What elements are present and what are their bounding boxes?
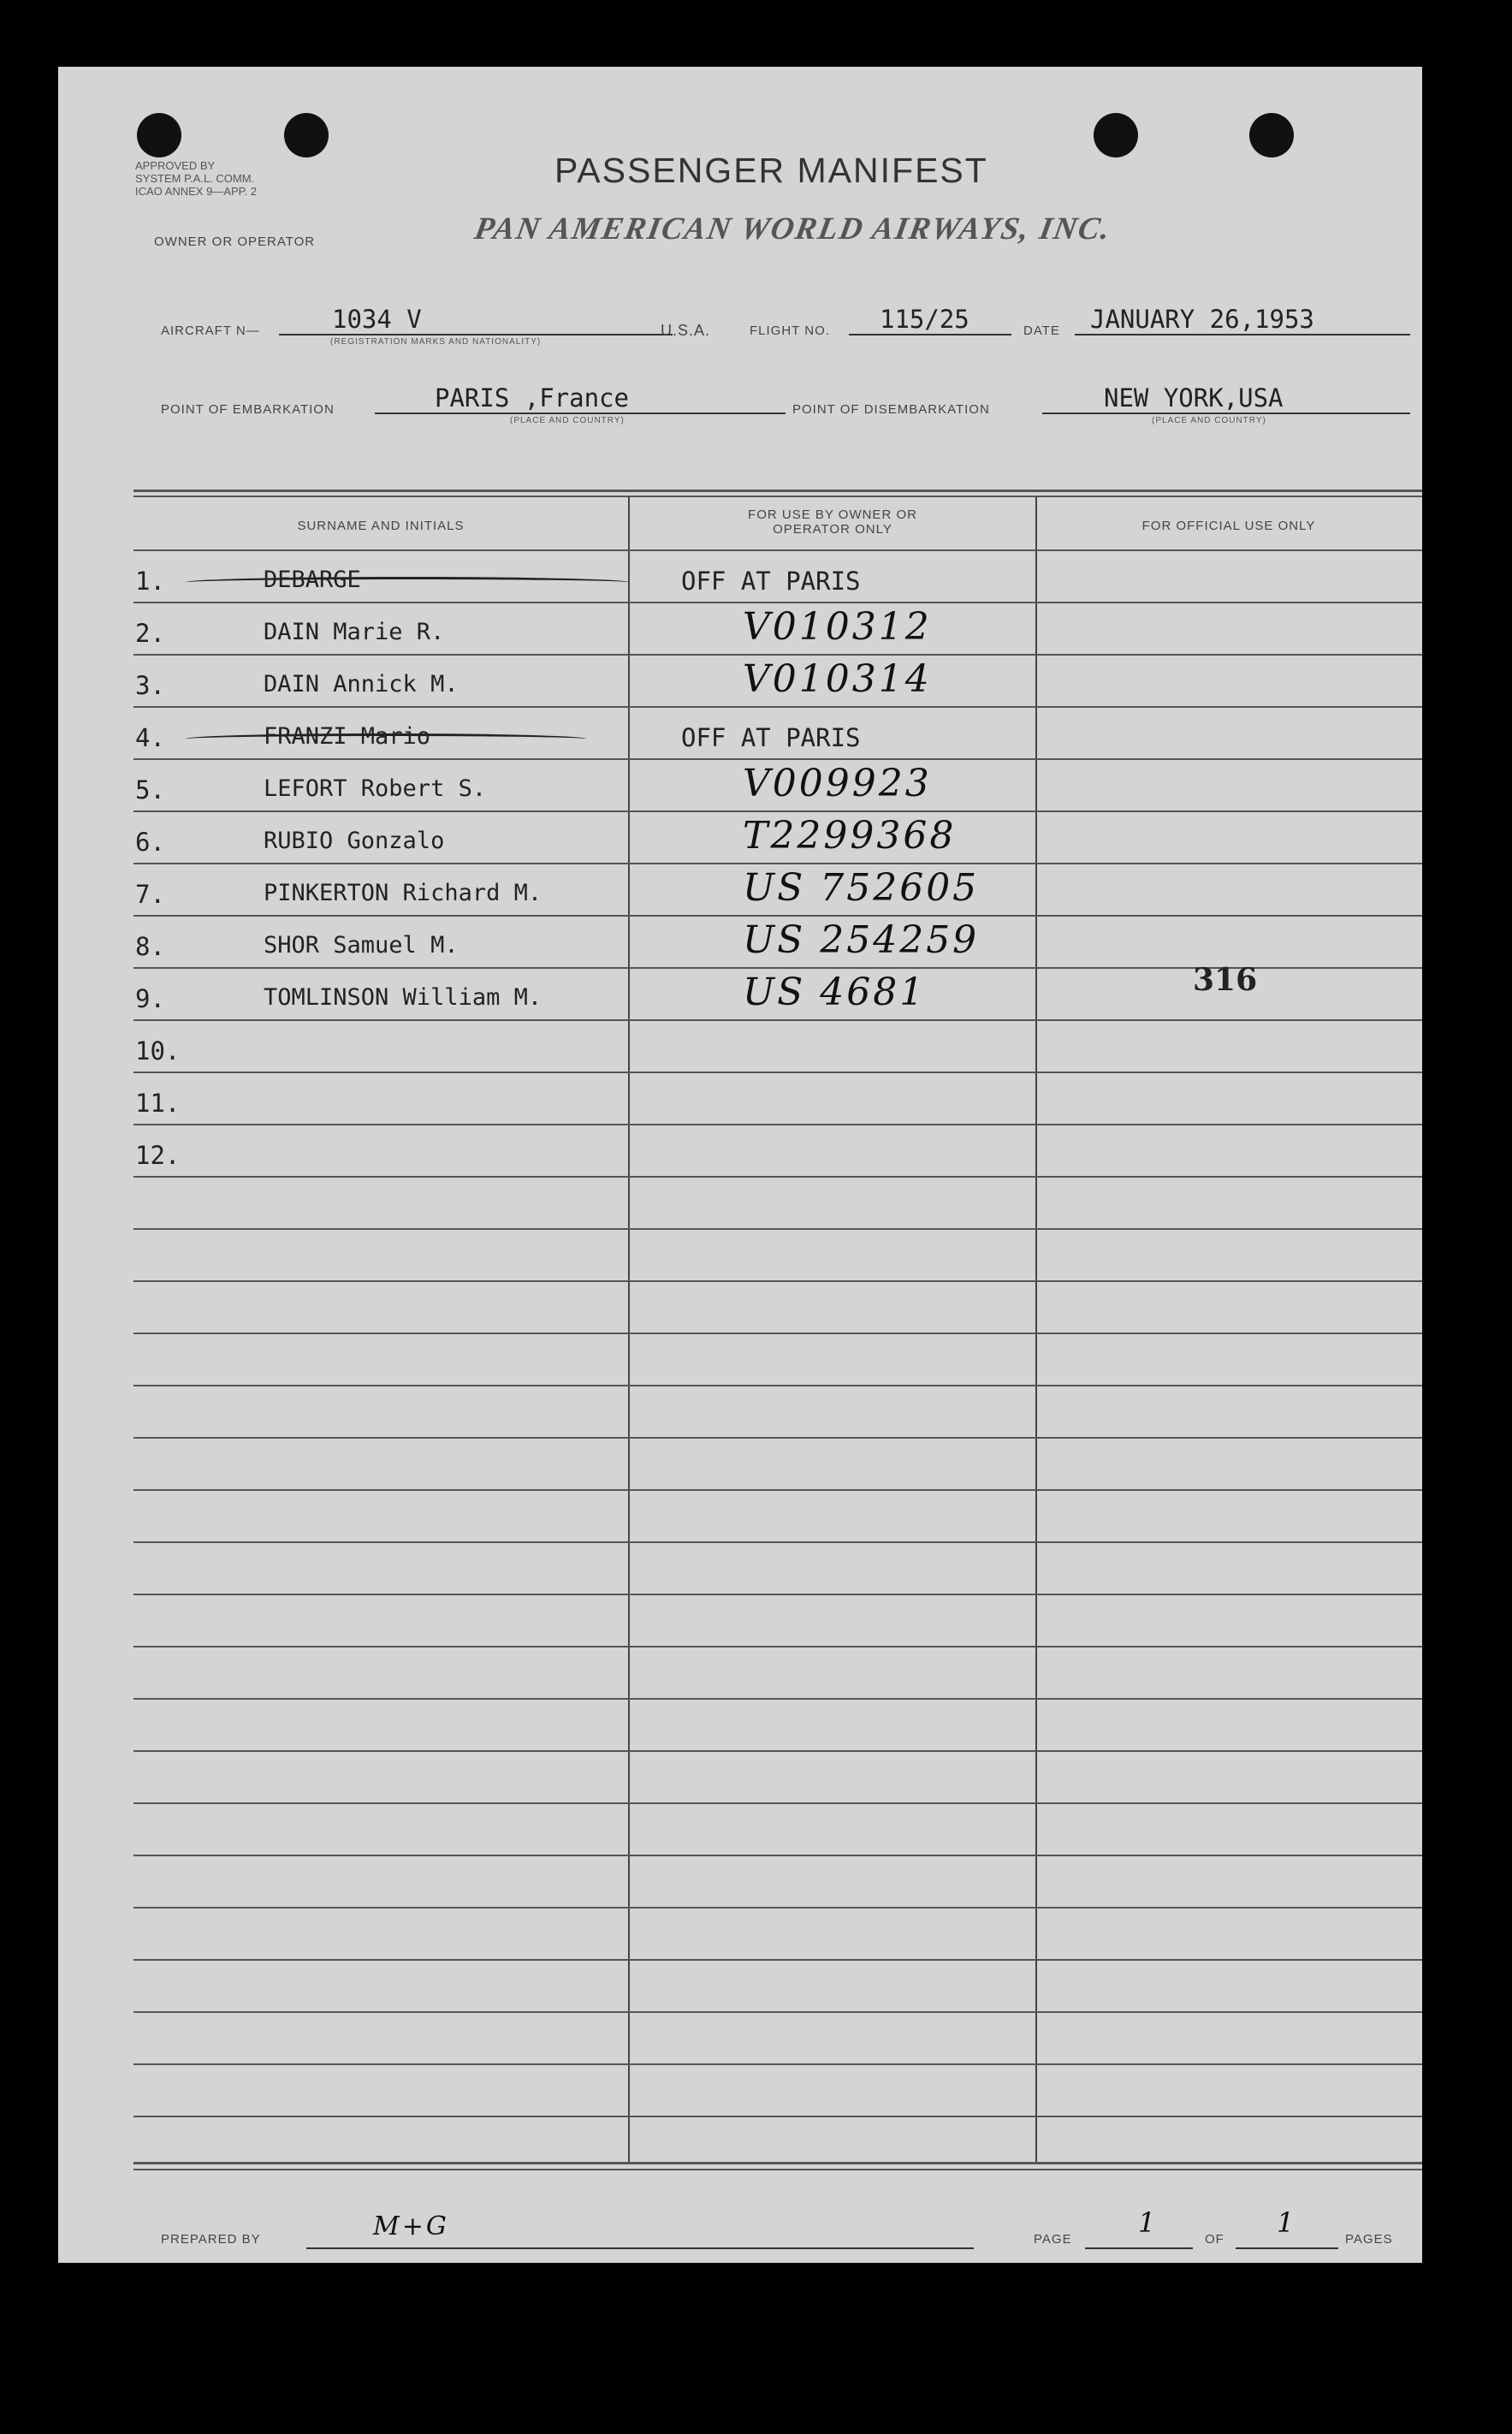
row-line xyxy=(133,1019,1422,1021)
row-number: 1. xyxy=(135,567,165,596)
row-number: 7. xyxy=(135,880,165,909)
embarkation-underline xyxy=(375,413,786,414)
approval-line: APPROVED BY xyxy=(135,159,216,172)
passenger-name: DEBARGE xyxy=(264,567,361,593)
date-value: JANUARY 26,1953 xyxy=(1090,305,1314,334)
embarkation-value: PARIS ,France xyxy=(435,383,629,413)
row-line xyxy=(133,2063,1422,2065)
row-line xyxy=(133,1280,1422,1282)
aircraft-underline xyxy=(279,334,673,335)
prepared-by-label: PREPARED BY xyxy=(161,2232,261,2247)
page-value: 1 xyxy=(1138,2206,1159,2239)
owner-use-column-header: FOR USE BY OWNER OR OPERATOR ONLY xyxy=(748,508,917,537)
row-line xyxy=(133,1437,1422,1439)
owner-use-entry: US 4681 xyxy=(743,971,927,1014)
official-use-column-header: FOR OFFICIAL USE ONLY xyxy=(1141,519,1316,533)
disembarkation-label: POINT OF DISEMBARKATION xyxy=(792,402,990,417)
row-number: 8. xyxy=(135,932,165,961)
owner-operator-label: OWNER OR OPERATOR xyxy=(154,234,316,249)
row-number: 5. xyxy=(135,775,165,804)
punch-hole xyxy=(284,113,329,157)
row-line xyxy=(133,549,1422,551)
row-line xyxy=(133,1385,1422,1386)
flight-underline xyxy=(849,334,1011,335)
form-title: PASSENGER MANIFEST xyxy=(554,151,988,190)
date-underline xyxy=(1075,334,1410,335)
embarkation-caption: (PLACE AND COUNTRY) xyxy=(510,416,625,425)
row-number: 3. xyxy=(135,671,165,700)
usa-label: U.S.A. xyxy=(661,322,711,339)
flight-no-value: 115/25 xyxy=(880,305,969,334)
disembarkation-value: NEW YORK,USA xyxy=(1104,383,1284,413)
of-underline xyxy=(1236,2247,1338,2249)
table-top-rule xyxy=(133,490,1422,492)
official-note: 316 xyxy=(1193,962,1258,998)
row-line xyxy=(133,1124,1422,1125)
strike-through xyxy=(185,733,587,745)
row-line xyxy=(133,1646,1422,1647)
row-number: 11. xyxy=(135,1089,181,1118)
row-number: 4. xyxy=(135,723,165,752)
table-bottom-rule xyxy=(133,2169,1422,2170)
operator-name: PAN AMERICAN WORLD AIRWAYS, INC. xyxy=(471,211,1114,246)
row-line xyxy=(133,863,1422,864)
strike-through xyxy=(185,577,630,588)
row-line xyxy=(133,1176,1422,1178)
surname-column-header: SURNAME AND INITIALS xyxy=(297,519,465,533)
approval-line: SYSTEM P.A.L. COMM. xyxy=(135,172,255,185)
row-line xyxy=(133,1489,1422,1491)
row-line xyxy=(133,810,1422,812)
row-line xyxy=(133,1750,1422,1752)
owner-use-entry: OFF AT PARIS xyxy=(681,567,861,596)
row-line xyxy=(133,1541,1422,1543)
page-label: PAGE xyxy=(1034,2232,1072,2247)
column-divider xyxy=(628,496,630,2162)
row-line xyxy=(133,1802,1422,1804)
page-underline xyxy=(1085,2247,1193,2249)
passenger-name: FRANZI Mario xyxy=(264,723,431,750)
approval-line: ICAO ANNEX 9—APP. 2 xyxy=(135,185,258,198)
flight-no-label: FLIGHT NO. xyxy=(750,324,830,338)
disembarkation-underline xyxy=(1042,413,1410,414)
row-line xyxy=(133,758,1422,760)
owner-use-entry: V010314 xyxy=(743,657,932,701)
of-value: 1 xyxy=(1277,2206,1297,2239)
disembarkation-caption: (PLACE AND COUNTRY) xyxy=(1152,416,1266,425)
owner-use-entry: V010312 xyxy=(743,605,932,649)
punch-hole xyxy=(1249,113,1294,157)
punch-hole xyxy=(137,113,181,157)
passenger-name: RUBIO Gonzalo xyxy=(264,828,445,854)
aircraft-label: AIRCRAFT N— xyxy=(161,324,260,338)
row-line xyxy=(133,2116,1422,2117)
row-line xyxy=(133,1072,1422,1073)
owner-use-entry: T2299368 xyxy=(743,814,957,858)
embarkation-label: POINT OF EMBARKATION xyxy=(161,402,335,417)
row-number: 6. xyxy=(135,828,165,857)
row-line xyxy=(133,1333,1422,1334)
row-number: 12. xyxy=(135,1141,181,1170)
registration-caption: (REGISTRATION MARKS AND NATIONALITY) xyxy=(330,337,542,347)
table-bottom-rule xyxy=(133,2162,1422,2164)
row-line xyxy=(133,1698,1422,1700)
punch-hole xyxy=(1094,113,1138,157)
row-number: 2. xyxy=(135,619,165,648)
owner-use-entry: OFF AT PARIS xyxy=(681,723,861,752)
passenger-name: DAIN Marie R. xyxy=(264,619,445,645)
row-line xyxy=(133,915,1422,917)
approval-note xyxy=(135,159,257,198)
row-number: 10. xyxy=(135,1036,181,1066)
owner-use-entry: US 752605 xyxy=(743,866,980,910)
prepared-by-value: M+G xyxy=(373,2211,449,2241)
row-line xyxy=(133,706,1422,708)
row-line xyxy=(133,2011,1422,2013)
row-line xyxy=(133,1594,1422,1595)
row-line xyxy=(133,654,1422,656)
pages-label: PAGES xyxy=(1345,2232,1393,2247)
passenger-name: SHOR Samuel M. xyxy=(264,932,459,959)
aircraft-value: 1034 V xyxy=(332,305,422,334)
row-line xyxy=(133,1959,1422,1961)
passenger-name: LEFORT Robert S. xyxy=(264,775,487,802)
manifest-sheet xyxy=(58,67,1422,2263)
prepared-by-underline xyxy=(306,2247,974,2249)
row-line xyxy=(133,1907,1422,1909)
passenger-name: TOMLINSON William M. xyxy=(264,984,543,1011)
of-label: OF xyxy=(1205,2232,1224,2247)
date-label: DATE xyxy=(1023,324,1060,338)
column-divider xyxy=(1035,496,1037,2162)
owner-use-entry: US 254259 xyxy=(743,918,980,962)
row-line xyxy=(133,1855,1422,1856)
passenger-name: PINKERTON Richard M. xyxy=(264,880,543,906)
owner-use-entry: V009923 xyxy=(743,762,932,805)
row-line xyxy=(133,602,1422,603)
row-line xyxy=(133,1228,1422,1230)
table-top-rule xyxy=(133,496,1422,497)
passenger-name: DAIN Annick M. xyxy=(264,671,459,698)
row-number: 9. xyxy=(135,984,165,1013)
